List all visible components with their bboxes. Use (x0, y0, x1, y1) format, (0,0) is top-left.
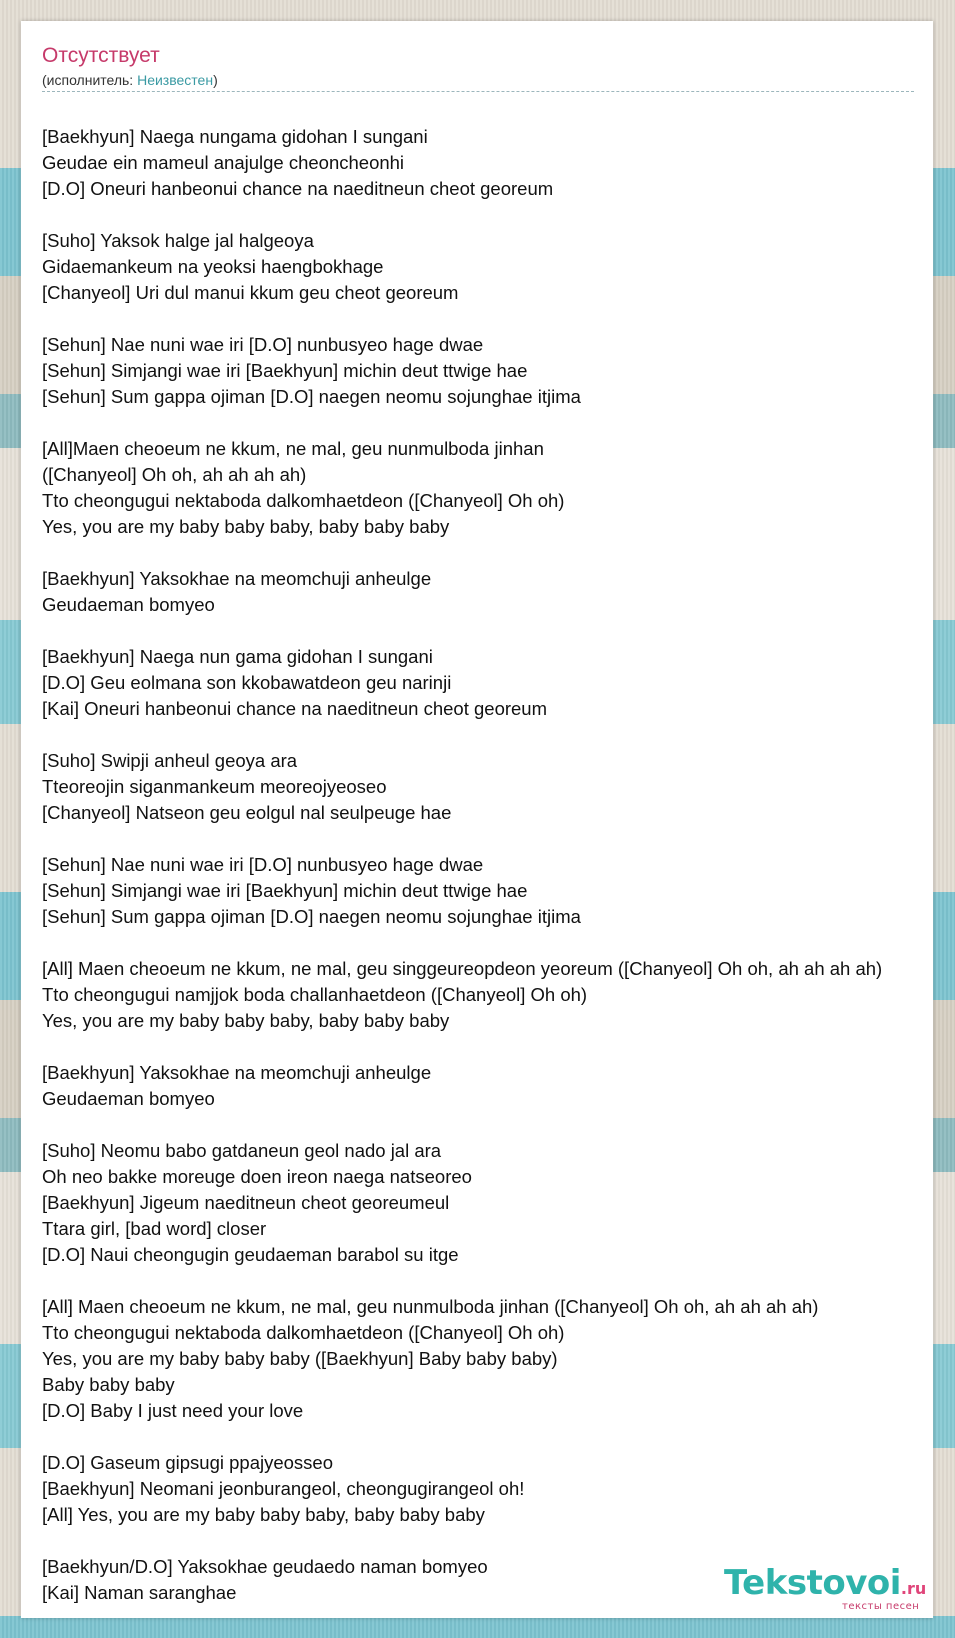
lyric-line: [Baekhyun] Naega nun gama gidohan I sungani (42, 646, 433, 667)
lyric-line: [Kai] Oneuri hanbeonui chance na naeditneun cheot georeum (42, 698, 548, 719)
artist-link[interactable]: Неизвестен (137, 72, 214, 88)
artist-line (42, 71, 218, 89)
lyric-line: [Sehun] Nae nuni wae iri [D.O] nunbusyeo hage dwae (42, 334, 484, 355)
lyric-line: [Baekhyun/D.O] Yaksokhae geudaedo naman bomyeo (42, 1556, 488, 1577)
lyric-line: Geudae ein mameul anajulge cheoncheonhi (42, 152, 405, 173)
lyric-blank-line (42, 1528, 882, 1554)
lyric-line: [All] Yes, you are my baby baby baby, baby baby baby (42, 1504, 485, 1525)
lyric-line: Tto cheongugui nektaboda dalkomhaetdeon ([Chanyeol] Oh oh) (42, 1322, 565, 1343)
lyric-line: Baby baby baby (42, 1374, 175, 1395)
lyric-blank-line (42, 1268, 882, 1294)
lyric-blank-line (42, 1112, 882, 1138)
lyric-line: [Baekhyun] Naega nungama gidohan I sungani (42, 126, 428, 147)
lyric-line: Yes, you are my baby baby baby, baby baby baby (42, 516, 450, 537)
lyric-blank-line (42, 618, 882, 644)
lyric-blank-line (42, 930, 882, 956)
content-panel (21, 21, 933, 1618)
lyric-line: Tto cheongugui nektaboda dalkomhaetdeon ([Chanyeol] Oh oh) (42, 490, 565, 511)
lyric-line: Geudaeman bomyeo (42, 594, 215, 615)
lyric-line: Tto cheongugui namjjok boda challanhaetdeon ([Chanyeol] Oh oh) (42, 984, 588, 1005)
lyric-line: [Baekhyun] Neomani jeonburangeol, cheongugirangeol oh! (42, 1478, 525, 1499)
lyric-blank-line (42, 826, 882, 852)
lyric-line: [Suho] Yaksok halge jal halgeoya (42, 230, 314, 251)
lyric-line: [D.O] Geu eolmana son kkobawatdeon geu narinji (42, 672, 452, 693)
lyric-line: ([Chanyeol] Oh oh, ah ah ah ah) (42, 464, 307, 485)
lyric-line: [Sehun] Sum gappa ojiman [D.O] naegen neomu sojunghae itjima (42, 386, 581, 407)
lyric-line: [Kai] Naman saranghae (42, 1582, 237, 1603)
lyric-line: [Chanyeol] Uri dul manui kkum geu cheot georeum (42, 282, 459, 303)
lyric-line: [D.O] Gaseum gipsugi ppajyeosseo (42, 1452, 334, 1473)
header-divider (42, 91, 914, 92)
lyric-blank-line (42, 202, 882, 228)
logo-wordmark: Tekstovoi (724, 1563, 901, 1603)
lyric-line: [All] Maen cheoeum ne kkum, ne mal, geu nunmulboda jinhan ([Chanyeol] Oh oh, ah ah ah ah) (42, 1296, 819, 1317)
lyric-line: Gidaemankeum na yeoksi haengbokhage (42, 256, 384, 277)
lyric-line: [Chanyeol] Natseon geu eolgul nal seulpeuge hae (42, 802, 452, 823)
lyric-line: [Sehun] Sum gappa ojiman [D.O] naegen neomu sojunghae itjima (42, 906, 581, 927)
lyric-blank-line (42, 1424, 882, 1450)
lyric-line: [Suho] Swipji anheul geoya ara (42, 750, 298, 771)
lyric-line: [All] Maen cheoeum ne kkum, ne mal, geu singgeureopdeon yeoreum ([Chanyeol] Oh oh, ah ah ah ah) (42, 958, 883, 979)
lyric-line: [D.O] Oneuri hanbeonui chance na naeditneun cheot georeum (42, 178, 554, 199)
lyric-line: [Suho] Neomu babo gatdaneun geol nado jal ara (42, 1140, 442, 1161)
lyric-line: [Baekhyun] Jigeum naeditneun cheot georeumeul (42, 1192, 450, 1213)
lyric-line: Yes, you are my baby baby baby ([Baekhyun] Baby baby baby) (42, 1348, 558, 1369)
lyric-blank-line (42, 410, 882, 436)
lyric-line: [Baekhyun] Yaksokhae na meomchuji anheulge (42, 1062, 432, 1083)
lyric-line: Yes, you are my baby baby baby, baby baby baby (42, 1010, 450, 1031)
lyric-blank-line (42, 1034, 882, 1060)
lyric-line: Ttara girl, [bad word] closer (42, 1218, 267, 1239)
artist-suffix: ) (213, 72, 218, 88)
lyric-blank-line (42, 540, 882, 566)
lyric-line: Tteoreojin siganmankeum meoreojyeoseo (42, 776, 387, 797)
logo-subtitle: тексты песен (842, 1601, 920, 1612)
lyric-line: [Sehun] Simjangi wae iri [Baekhyun] michin deut ttwige hae (42, 880, 528, 901)
lyric-line: [All]Maen cheoeum ne kkum, ne mal, geu nunmulboda jinhan (42, 438, 544, 459)
artist-prefix: (исполнитель: (42, 72, 138, 88)
song-title: Отсутствует (42, 44, 160, 67)
lyric-line: [Baekhyun] Yaksokhae na meomchuji anheulge (42, 568, 432, 589)
lyric-blank-line (42, 306, 882, 332)
site-logo[interactable] (724, 1563, 927, 1612)
lyric-line: [D.O] Naui cheongugin geudaeman barabol su itge (42, 1244, 459, 1265)
lyric-line: [Sehun] Simjangi wae iri [Baekhyun] michin deut ttwige hae (42, 360, 528, 381)
logo-tld: .ru (900, 1579, 927, 1598)
lyric-line: Oh neo bakke moreuge doen ireon naega natseoreo (42, 1166, 472, 1187)
lyrics-text (42, 124, 882, 1606)
lyric-blank-line (42, 722, 882, 748)
lyric-line: [Sehun] Nae nuni wae iri [D.O] nunbusyeo hage dwae (42, 854, 484, 875)
lyric-line: [D.O] Baby I just need your love (42, 1400, 304, 1421)
lyric-line: Geudaeman bomyeo (42, 1088, 215, 1109)
